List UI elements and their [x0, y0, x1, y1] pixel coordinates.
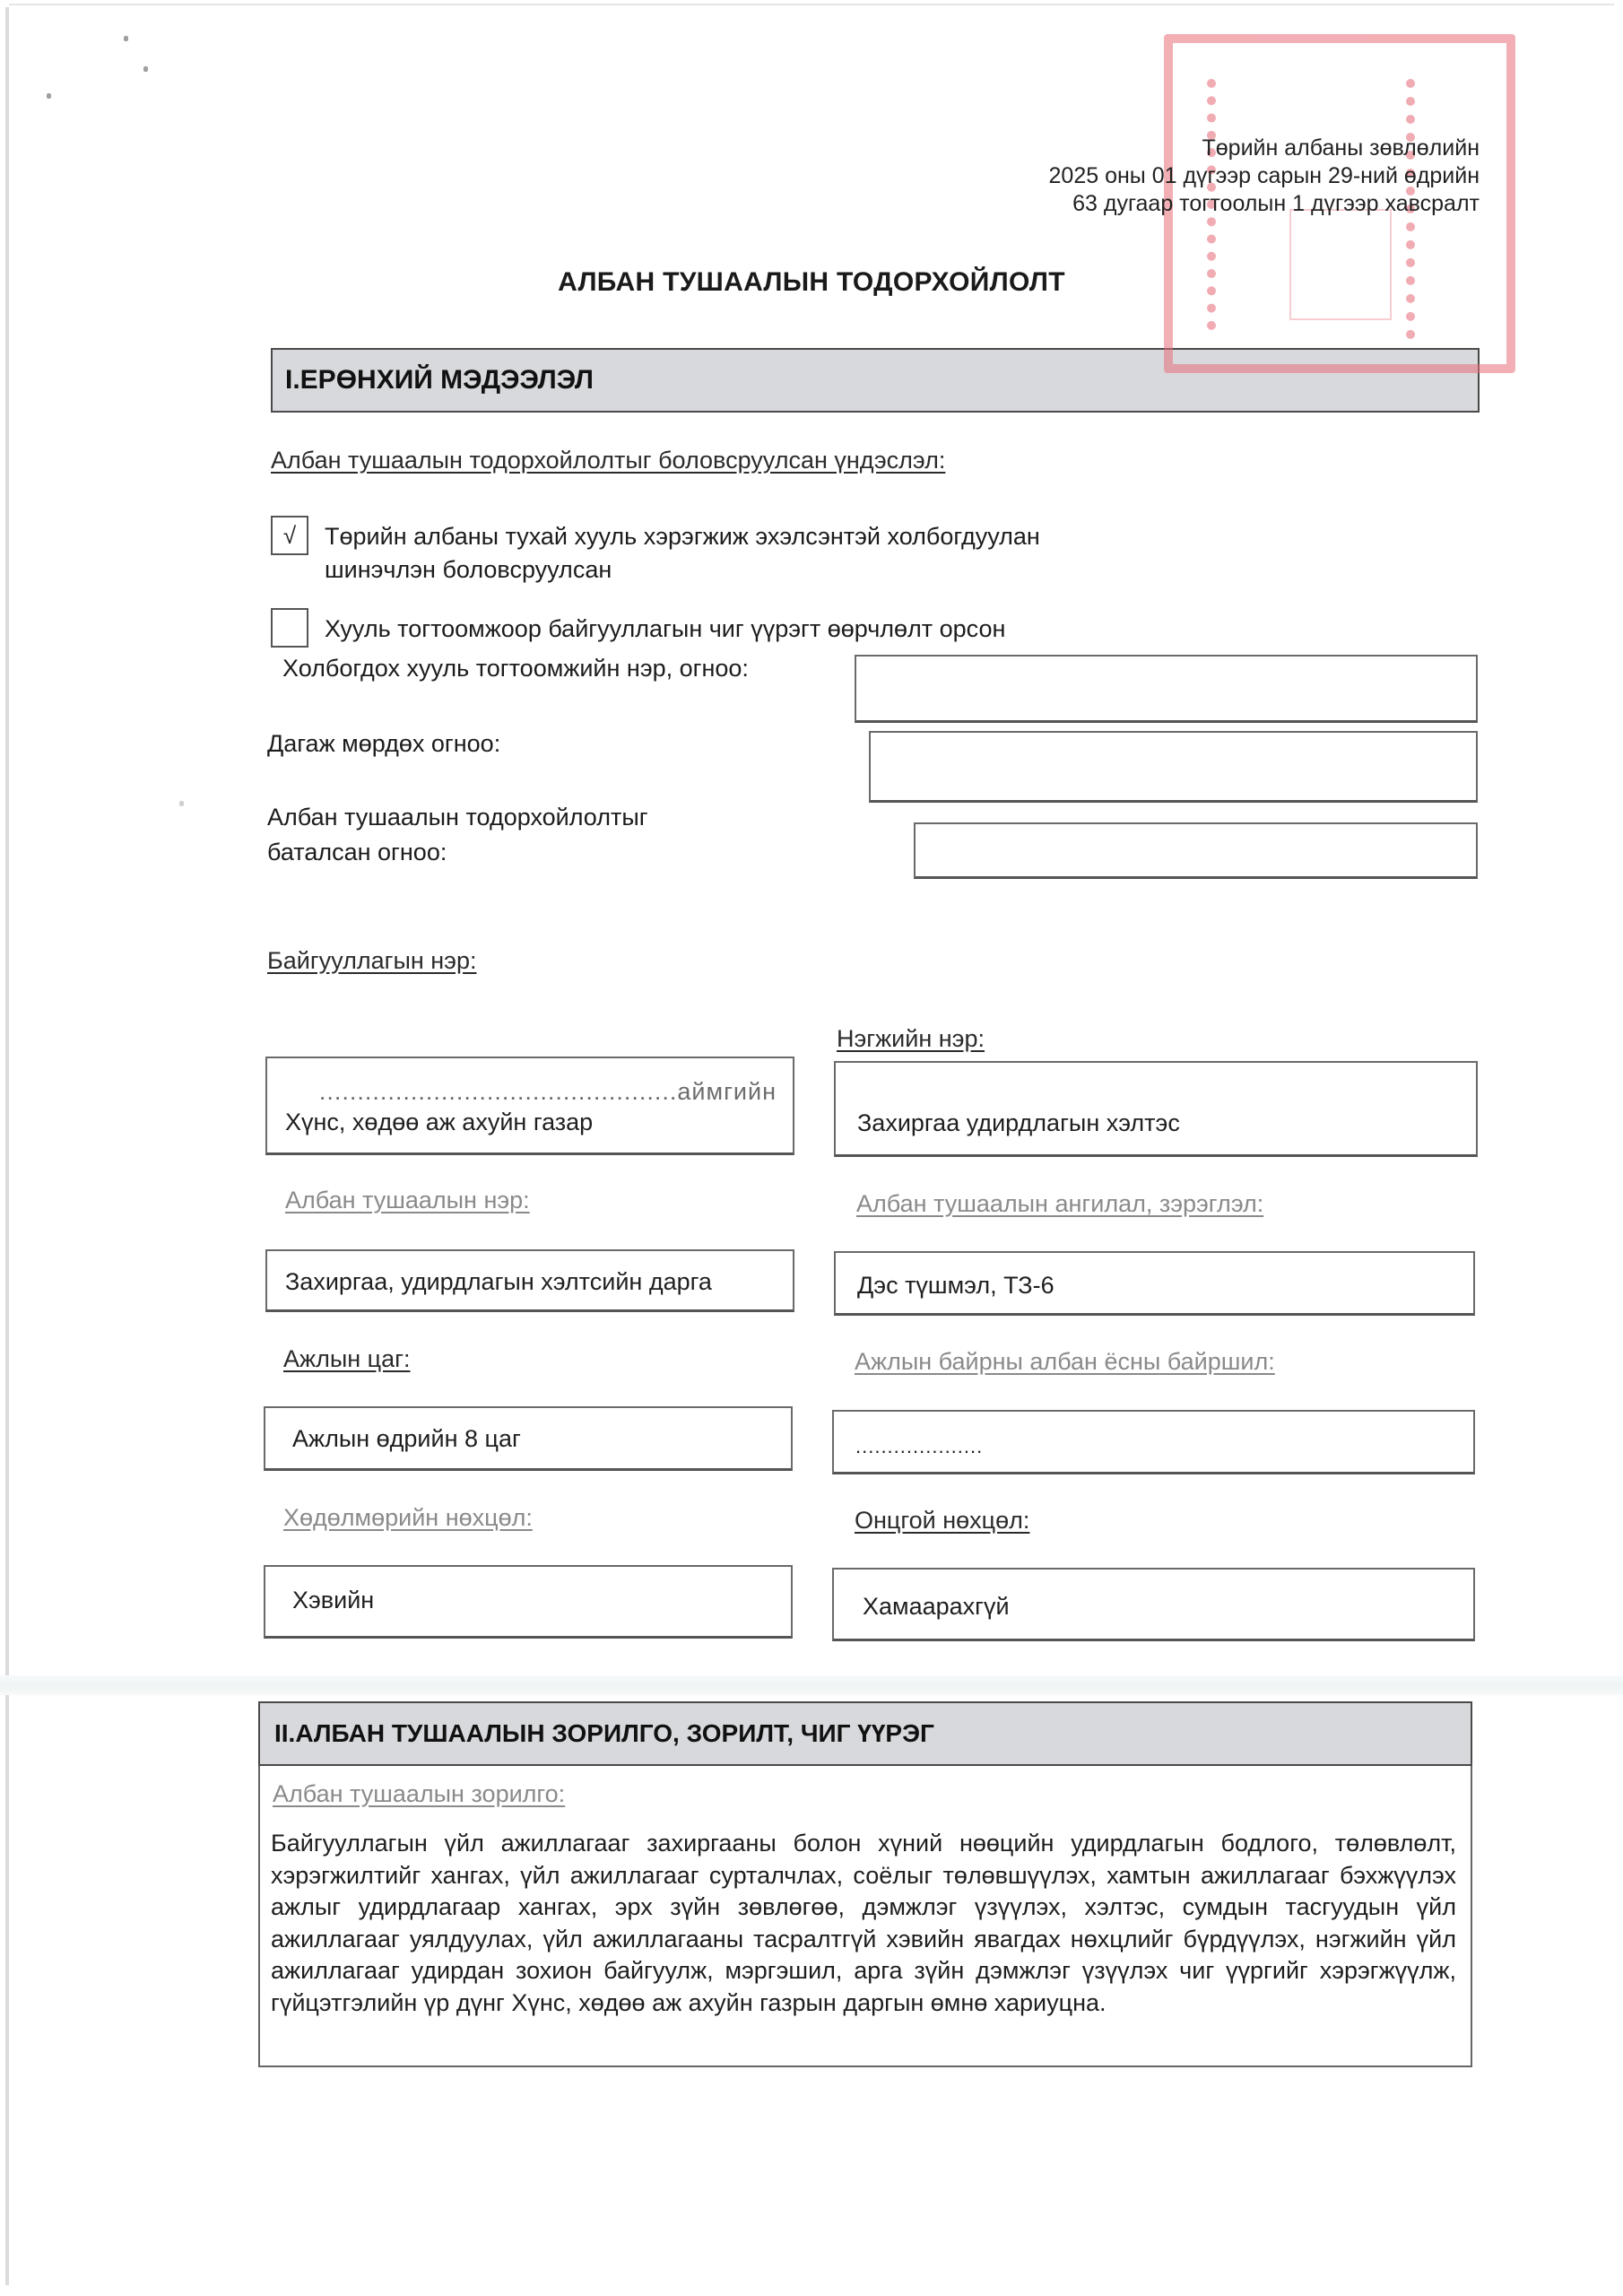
position-name-field[interactable]: [265, 1249, 794, 1312]
work-conditions-value: Хэвийн: [292, 1587, 375, 1613]
special-conditions-value: Хамаарахгүй: [863, 1593, 1010, 1620]
effective-date-label: Дагаж мөрдөх огноо:: [267, 730, 501, 757]
section2-heading-text: II.АЛБАН ТУШААЛЫН ЗОРИЛГО, ЗОРИЛТ, ЧИГ ҮҮРЭГ: [274, 1719, 934, 1747]
work-conditions-label: Хөдөлмөрийн нөхцөл:: [283, 1504, 533, 1531]
scan-speck: [47, 93, 51, 99]
scan-speck: [143, 66, 148, 72]
scan-speck: [124, 36, 128, 41]
checkmark-icon: √: [282, 521, 297, 549]
effective-date-field[interactable]: [869, 731, 1478, 803]
work-location-value: ....................: [855, 1435, 984, 1457]
page-edge-top: [9, 4, 1614, 5]
org-aimag-placeholder: ...............................................аймгийн: [318, 1078, 777, 1105]
related-law-field[interactable]: [855, 655, 1478, 723]
page-edge-left: [5, 7, 9, 2285]
unit-name-value: Захиргаа удирдлагын хэлтэс: [857, 1109, 1180, 1136]
basis-option2-label: Хууль тогтоомжоор байгууллагын чиг үүрэгт өөрчлөлт орсон: [325, 615, 1006, 642]
approved-date-label-line2: баталсан огноо:: [267, 839, 447, 865]
position-name-value: Захиргаа, удирдлагын хэлтсийн дарга: [285, 1268, 712, 1295]
org-name-value: Хүнс, хөдөө аж ахуйн газар: [285, 1109, 594, 1135]
document-title: АЛБАН ТУШААЛЫН ТОДОРХОЙЛОЛТ: [558, 267, 1065, 297]
appendix-note-line1: Төрийн албаны зөвлөлийн: [1202, 135, 1480, 161]
appendix-note-line2: 2025 оны 01 дүгээр сарын 29-ний өдрийн: [1048, 163, 1480, 188]
basis-option1-label-line2: шинэчлэн боловсруулсан: [325, 556, 612, 583]
special-conditions-field[interactable]: [832, 1568, 1475, 1641]
basis-option2-checkbox[interactable]: [271, 608, 308, 648]
goal-text: Байгууллагын үйл ажиллагааг захиргааны болон хүний нөөцийн удирдлагын бодлого, төлөвлөлт, хэрэгжилтийг хангах, үйл ажиллагааг сурталчлах, соёлыг төлөвшүүлэх, хамтын ажиллагааг бэхжүүлэх ажлыг удирдлагаар хангах, эрх зүйн зөвлөгөө, дэмжлэг үзүүлэх, хэлтэс, сумдын тасгуудын үйл ажиллагааг уялдуулах, үйл ажиллагааны тасралтгүй хэвийн явагдах нөхцлийг бүрдүүлэх, нэгжийн үйл ажиллагааг удирдан зохион байгуулж, мэргэшил, арга зүйн дэмжлэг үзүүлэх чиг үүргийг хэрэгжүүлж, гүйцэтгэлийн үр дүнг Хүнс, хөдөө аж ахуйн газрын даргын өмнө хариуцна.: [271, 1830, 1456, 2016]
approved-date-field[interactable]: [914, 822, 1478, 879]
unit-name-field[interactable]: [834, 1061, 1478, 1157]
work-location-field[interactable]: [832, 1410, 1475, 1474]
work-conditions-field[interactable]: [264, 1565, 793, 1639]
work-hours-field[interactable]: [264, 1406, 793, 1471]
position-class-field[interactable]: [834, 1251, 1475, 1316]
position-name-label: Албан тушаалын нэр:: [285, 1187, 530, 1213]
appendix-note: [1049, 135, 1480, 218]
special-conditions-label: Онцгой нөхцөл:: [855, 1507, 1030, 1534]
section2-heading: [258, 1701, 1472, 1766]
org-name-label: Байгууллагын нэр:: [267, 947, 477, 974]
approved-date-label-line1: Албан тушаалын тодорхойлолтыг: [267, 804, 648, 831]
position-class-label: Албан тушаалын ангилал, зэрэглэл:: [856, 1190, 1264, 1217]
work-hours-label: Ажлын цаг:: [283, 1345, 411, 1372]
basis-option1-label-line1: Төрийн албаны тухай хууль хэрэгжиж эхэлсэнтэй холбогдуулан: [325, 523, 1040, 550]
org-name-field[interactable]: [265, 1057, 794, 1155]
scan-seam: [0, 1675, 1623, 1695]
basis-option1-checkbox[interactable]: [271, 516, 308, 555]
work-location-label: Ажлын байрны албан ёсны байршил:: [855, 1348, 1275, 1375]
unit-name-label: Нэгжийн нэр:: [837, 1025, 985, 1052]
goal-label: Албан тушаалын зорилго:: [273, 1780, 566, 1807]
position-class-value: Дэс түшмэл, ТЗ-6: [857, 1272, 1055, 1299]
stamp-emblem: [1289, 209, 1392, 320]
appendix-note-line3: 63 дугаар тогтоолын 1 дүгээр хавсралт: [1072, 191, 1480, 216]
scan-speck: [179, 801, 184, 806]
section1-heading-text: I.ЕРӨНХИЙ МЭДЭЭЛЭЛ: [285, 365, 594, 395]
basis-label: Албан тушаалын тодорхойлолтыг боловсруулсан үндэслэл:: [271, 447, 946, 474]
related-law-label: Холбогдох хууль тогтоомжийн нэр, огноо:: [282, 655, 749, 682]
work-hours-value: Ажлын өдрийн 8 цаг: [292, 1425, 521, 1452]
